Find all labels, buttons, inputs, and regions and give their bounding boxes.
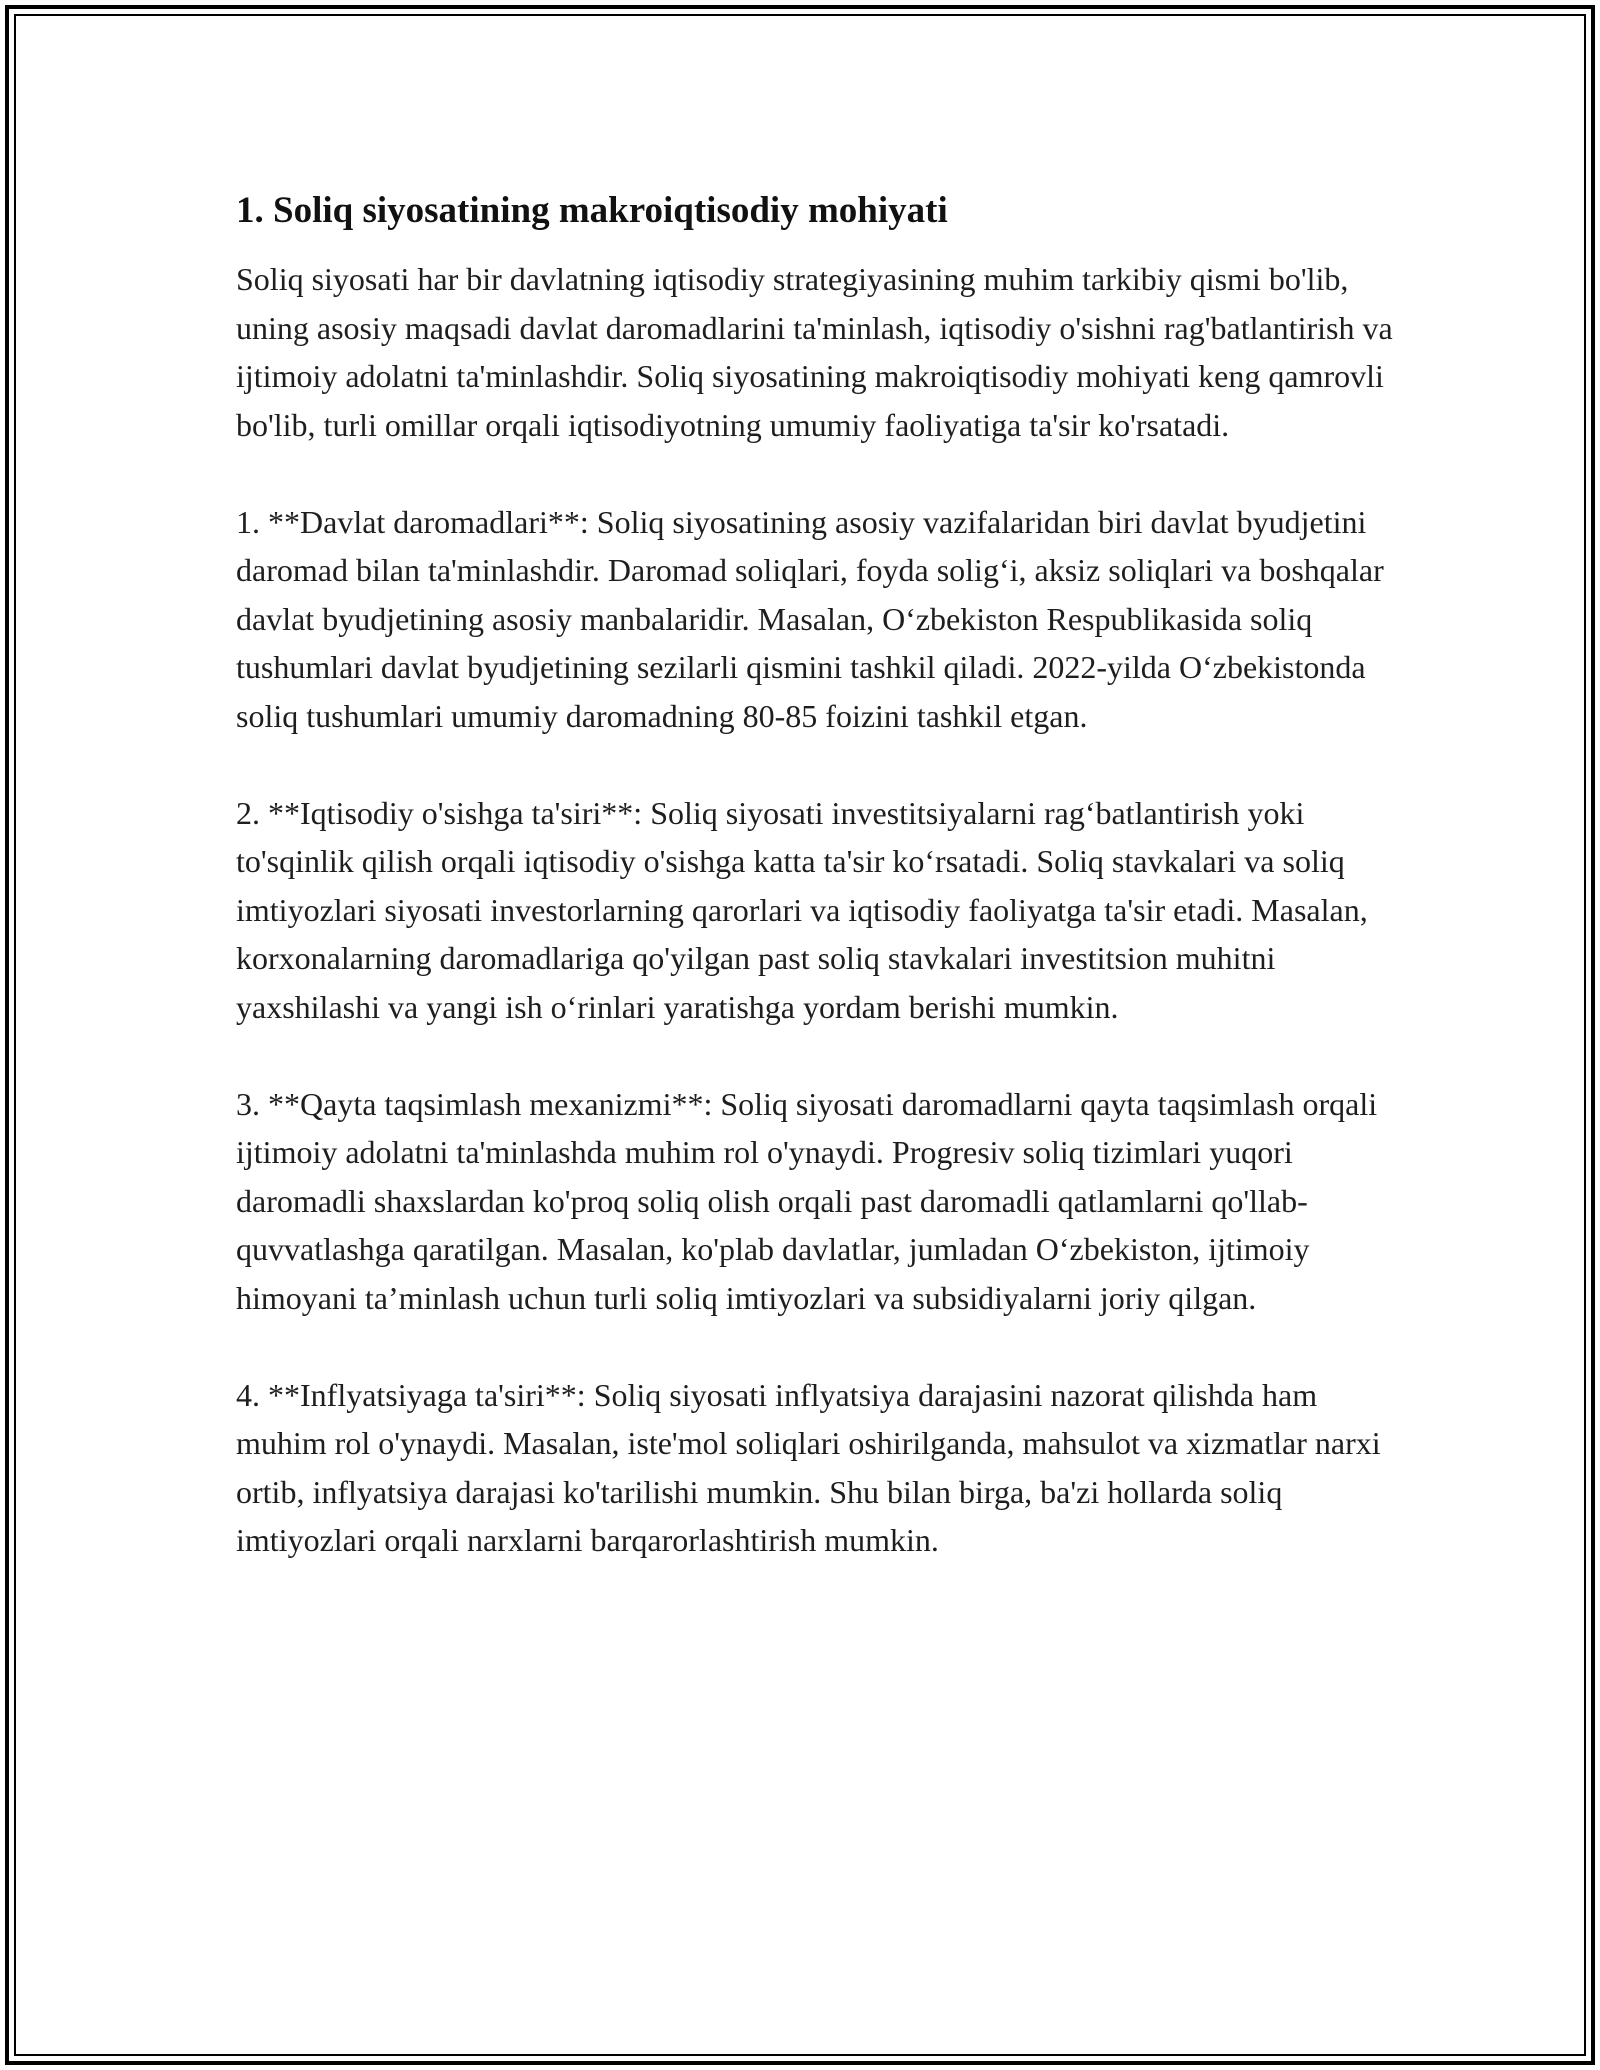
section-heading: 1. Soliq siyosatining makroiqtisodiy mohiyati <box>236 190 948 231</box>
intro-paragraph: Soliq siyosati har bir davlatning iqtisodiy strategiyasining muhim tarkibiy qismi bo'lib, uning asosiy maqsadi davlat daromadlarini ta'minlash, iqtisodiy o'sishni rag'batlantirish va ijtimoiy adolatni ta'minlashdir. Soliq siyosatining makroiqtisodiy mohiyati keng qamrovli bo'lib, turli omillar orqali iqtisodiyotning umumiy faoliyatiga ta'sir ko'rsatadi. <box>236 261 1393 443</box>
paragraph-iqtisodiy-osish: 2. **Iqtisodiy o'sishga ta'siri**: Soliq siyosati investitsiyalarni rag‘batlantirish yoki to'sqinlik qilish orqali iqtisodiy o'sishga katta ta'sir ko‘rsatadi. Soliq stavkalari va soliq imtiyozlari siyosati investorlarning qarorlari va iqtisodiy faoliyatga ta'sir etadi. Masalan, korxonalarning daromadlariga qo'yilgan past soliq stavkalari investitsion muhitni yaxshilashi va yangi ish o‘rinlari yaratishga yordam berishi mumkin. <box>236 794 1368 1025</box>
paragraph-davlat-daromadlari: 1. **Davlat daromadlari**: Soliq siyosatining asosiy vazifalaridan biri davlat byudjetini daromad bilan ta'minlashdir. Daromad soliqlari, foyda solig‘i, aksiz soliqlari va boshqalar davlat byudjetining asosiy manbalaridir. Masalan, O‘zbekiston Respublikasida soliq tushumlari davlat byudjetining sezilarli qismini tashkil qiladi. 2022-yilda O‘zbekistonda soliq tushumlari umumiy daromadning 80-85 foizini tashkil etgan. <box>236 503 1384 734</box>
paragraph-qayta-taqsimlash: 3. **Qayta taqsimlash mexanizmi**: Soliq siyosati daromadlarni qayta taqsimlash orqali ijtimoiy adolatni ta'minlashda muhim rol o'ynaydi. Progresiv soliq tizimlari yuqori daromadli shaxslardan ko'proq soliq olish orqali past daromadli qatlamlarni qo'llab-quvvatlashga qaratilgan. Masalan, ko'plab davlatlar, jumladan O‘zbekiston, ijtimoiy himoyani ta’minlash uchun turli soliq imtiyozlari va subsidiyalarni joriy qilgan. <box>236 1085 1378 1316</box>
document-body <box>236 185 1396 1613</box>
paragraph-inflyatsiya: 4. **Inflyatsiyaga ta'siri**: Soliq siyosati inflyatsiya darajasini nazorat qilishda ham muhim rol o'ynaydi. Masalan, iste'mol soliqlari oshirilganda, mahsulot va xizmatlar narxi ortib, inflyatsiya darajasi ko'tarilishi mumkin. Shu bilan birga, ba'zi hollarda soliq imtiyozlari orqali narxlarni barqarorlashtirish mumkin. <box>236 1376 1381 1558</box>
